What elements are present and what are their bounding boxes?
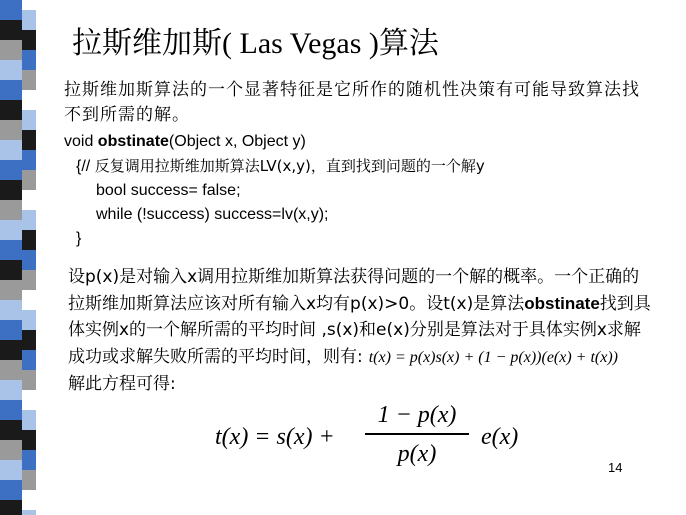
code-line-comment: {// 反复调用拉斯维加斯算法LV(x,y)，直到找到问题的一个解y (76, 157, 485, 175)
sidebar-tile (0, 80, 22, 100)
sidebar-tile (22, 450, 36, 470)
sidebar-tile (0, 500, 22, 515)
sidebar-tile (22, 510, 36, 515)
sidebar-tile (0, 320, 22, 340)
sidebar-tile (0, 460, 22, 480)
code-line-close: } (76, 230, 82, 247)
sidebar-tile (22, 170, 36, 190)
sidebar-tile (22, 350, 36, 370)
sidebar-tile (0, 340, 22, 360)
sidebar-tile (22, 390, 36, 410)
sidebar-tile (0, 180, 22, 200)
sidebar-tile (0, 140, 22, 160)
sidebar-tile (22, 290, 36, 310)
sidebar-tile (0, 480, 22, 500)
formula-denominator: p(x) (397, 440, 437, 467)
code-line-while: while (!success) success=lv(x,y); (96, 206, 329, 223)
sidebar-tile (0, 260, 22, 280)
sidebar-tile (0, 440, 22, 460)
formula-rhs: e(x) (481, 424, 519, 450)
sidebar-tile (22, 310, 36, 330)
formula-lhs: t(x) = s(x) + (215, 424, 335, 450)
sidebar-tile (22, 430, 36, 450)
sidebar-tile (0, 400, 22, 420)
fraction-bar (365, 433, 469, 435)
code-line-bool: bool success= false; (96, 182, 241, 199)
sidebar-tile (22, 330, 36, 350)
sidebar-tile (0, 360, 22, 380)
sidebar-tile (22, 410, 36, 430)
sidebar-tile (0, 0, 22, 20)
formula-fraction (365, 402, 469, 468)
sidebar-tile (0, 420, 22, 440)
sidebar-tile (0, 100, 22, 120)
sidebar-tile (0, 60, 22, 80)
sidebar-tile (22, 190, 36, 210)
formula-numerator: 1 − p(x) (377, 402, 457, 428)
sidebar-tile (0, 280, 22, 300)
sidebar-tile (0, 300, 22, 320)
decorative-sidebar (0, 0, 48, 515)
sidebar-tile (0, 200, 22, 220)
sidebar-tile (22, 110, 36, 130)
sidebar-tile (22, 210, 36, 230)
slide-title: 拉斯维加斯( Las Vegas )算法 (72, 26, 439, 61)
sidebar-tile (22, 90, 36, 110)
sidebar-tile (22, 30, 36, 50)
sidebar-tile (0, 20, 22, 40)
intro-paragraph: 拉斯维加斯算法的一个显著特征是它所作的随机性决策有可能导致算法找不到所需的解。 (64, 80, 640, 125)
sidebar-tile (0, 380, 22, 400)
sidebar-tile (22, 250, 36, 270)
code-line-signature: void obstinate(Object x, Object y) (64, 133, 306, 150)
sidebar-tile (22, 150, 36, 170)
code-block (64, 130, 485, 251)
sidebar-tile (22, 10, 36, 30)
sidebar-tile (22, 70, 36, 90)
sidebar-tile (0, 40, 22, 60)
sidebar-tile (22, 370, 36, 390)
sidebar-tile (22, 130, 36, 150)
sidebar-tile (22, 50, 36, 70)
sidebar-tile (22, 490, 36, 510)
sidebar-tile (0, 160, 22, 180)
recurrence-formula: t(x) = p(x)s(x) + (1 − p(x))(e(x) + t(x)) (368, 348, 618, 366)
sidebar-tile (22, 470, 36, 490)
sidebar-tile (0, 120, 22, 140)
sidebar-tile (22, 270, 36, 290)
sidebar-tile (22, 230, 36, 250)
analysis-paragraph: 设p(x)是对输入x调用拉斯维加斯算法获得问题的一个解的概率。一个正确的拉斯维加斯算法应该对所有输入x均有p(x)>0。设t(x)是算法obstinate找到具体实例x的一个解所需的平均时间 ,s(x)和e(x)分别是算法对于具体实例x求解成功或求解失败所需的平均时间，则有: t(x) = p(x)s(x) + (1 − p(x))(e(x) + t(x)) 解此方程可得: (68, 267, 651, 394)
sidebar-tile (0, 220, 22, 240)
page-number: 14 (608, 460, 623, 475)
sidebar-tile (0, 240, 22, 260)
